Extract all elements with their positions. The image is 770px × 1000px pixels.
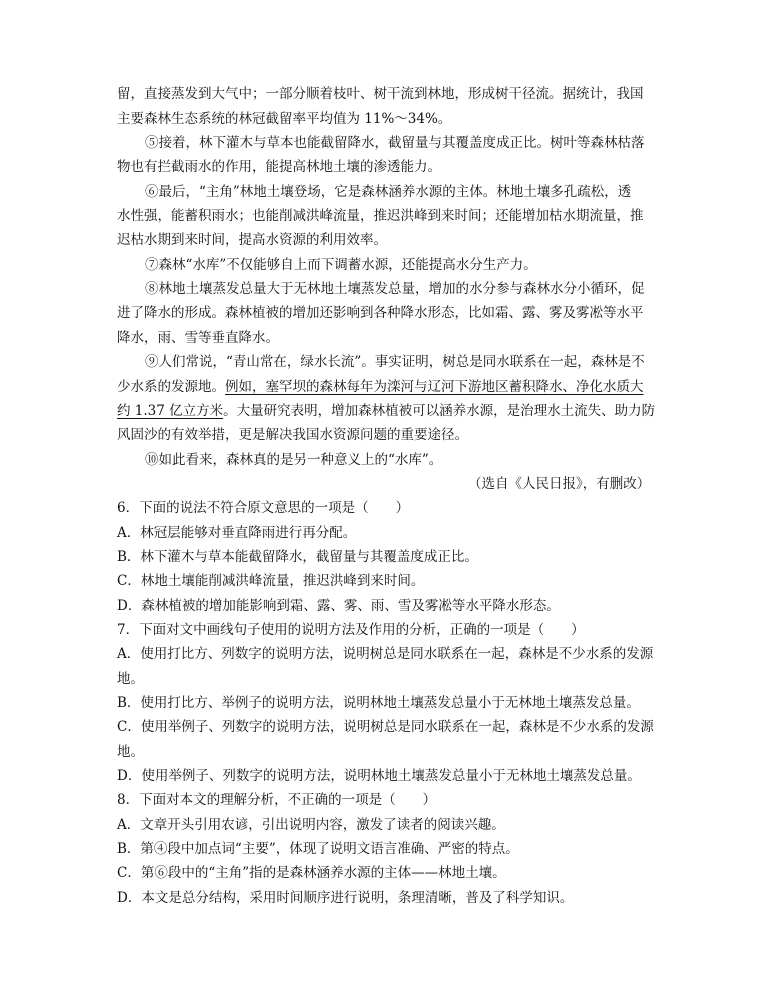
question-6-option-a: A．林冠层能够对垂直降雨进行再分配。 [117,525,357,541]
paragraph-6-line-3: 迟枯水期到来时间，提高水资源的利用效率。 [117,232,387,248]
question-7-stem: 7．下面对文中画线句子使用的说明方法及作用的分析，正确的一项是（ ） [117,622,585,638]
question-8-option-d: D．本文是总分结构，采用时间顺序进行说明，条理清晰，普及了科学知识。 [117,890,574,906]
paragraph-6-line-2: 水性强，能蓄积雨水；也能削减洪峰流量，推迟洪峰到来时间；还能增加枯水期流量，推 [117,208,644,224]
paragraph-8-line-3: 降水，雨、雪等垂直降水。 [117,330,279,346]
question-8-stem: 8．下面对本文的理解分析，不正确的一项是（ ） [117,792,437,808]
paragraph-9-line-1: ⑨人们常说，“青山常在，绿水长流”。事实证明，树总是同水联系在一起，森林是不 [145,354,645,370]
paragraph-5-line-2: 物也有拦截雨水的作用，能提高林地土壤的渗透能力。 [117,159,441,175]
question-6-option-d: D．森林植被的增加能影响到霜、露、雾、雨、雪及雾凇等水平降水形态。 [117,598,560,614]
paragraph-4-line-1: 留，直接蒸发到大气中；一部分顺着枝叶、树干流到林地，形成树干径流。据统计，我国 [117,86,644,102]
question-7-option-a: A．使用打比方、列数字的说明方法，说明树总是同水联系在一起，森林是不少水系的发源 [117,646,654,662]
question-7-option-d: D．使用举例子、列数字的说明方法，说明林地土壤蒸发总量小于无林地土壤蒸发总量。 [117,768,641,784]
underlined-sentence: 例如，塞罕坝的森林每年为滦河与辽河下游地区蓄积降水、净化水质大 [225,379,644,395]
question-6-option-b: B．林下灌木与草本能截留降水，截留量与其覆盖度成正比。 [117,549,478,565]
question-7-option-c: C．使用举例子、列数字的说明方法，说明树总是同水联系在一起，森林是不少水系的发源 [117,719,654,735]
underlined-sentence-end: 约 1.37 亿立方米 [117,403,224,419]
question-7-option-b: B．使用打比方、举例子的说明方法，说明林地土壤蒸发总量小于无林地土壤蒸发总量。 [117,695,640,711]
question-8-option-a: A．文章开头引用农谚，引出说明内容，激发了读者的阅读兴趣。 [117,817,505,833]
paragraph-6-line-1: ⑥最后，“主角”林地土壤登场，它是森林涵养水源的主体。林地土壤多孔疏松，透 [145,184,632,200]
paragraph-5-line-1: ⑤接着，林下灌木与草本也能截留降水，截留量与其覆盖度成正比。树叶等森林枯落 [145,135,645,151]
paragraph-8-line-2: 进了降水的形成。森林植被的增加还影响到各种降水形态，比如霜、露、雾及雾凇等水平 [117,305,644,321]
question-7-option-a-cont: 地。 [117,671,144,687]
paragraph-9-line-3 [117,402,655,420]
question-7-option-c-cont: 地。 [117,744,144,760]
paragraph-7: ⑦森林“水库”不仅能够自上而下调蓄水源，还能提高水分生产力。 [145,257,537,273]
paragraph-9-text: 。大量研究表明，增加森林植被可以涵养水源，是治理水土流失、助力防 [223,403,656,419]
question-8-option-b: B．第④段中加点词“主要”，体现了说明文语言准确、严密的特点。 [117,841,519,857]
paragraph-9-text: 少水系的发源地。 [117,379,225,395]
source-citation: （选自《人民日报》，有删改） [468,476,651,492]
paragraph-4-line-2: 主要森林生态系统的林冠截留率平均值为 11%～34%。 [117,111,452,127]
paragraph-9-line-4: 风固沙的有效举措，更是解决我国水资源问题的重要途径。 [117,427,468,443]
paragraph-9-line-2 [117,378,644,396]
paragraph-8-line-1: ⑧林地土壤蒸发总量大于无林地土壤蒸发总量，增加的水分参与森林水分小循环，促 [145,281,645,297]
question-8-option-c: C．第⑥段中的“主角”指的是森林涵养水源的主体——林地土壤。 [117,865,506,881]
question-6-stem: 6．下面的说法不符合原文意思的一项是（ ） [117,500,410,516]
paragraph-10: ⑩如此看来，森林真的是另一种意义上的“水库”。 [145,452,443,468]
question-6-option-c: C．林地土壤能削减洪峰流量，推迟洪峰到来时间。 [117,573,425,589]
